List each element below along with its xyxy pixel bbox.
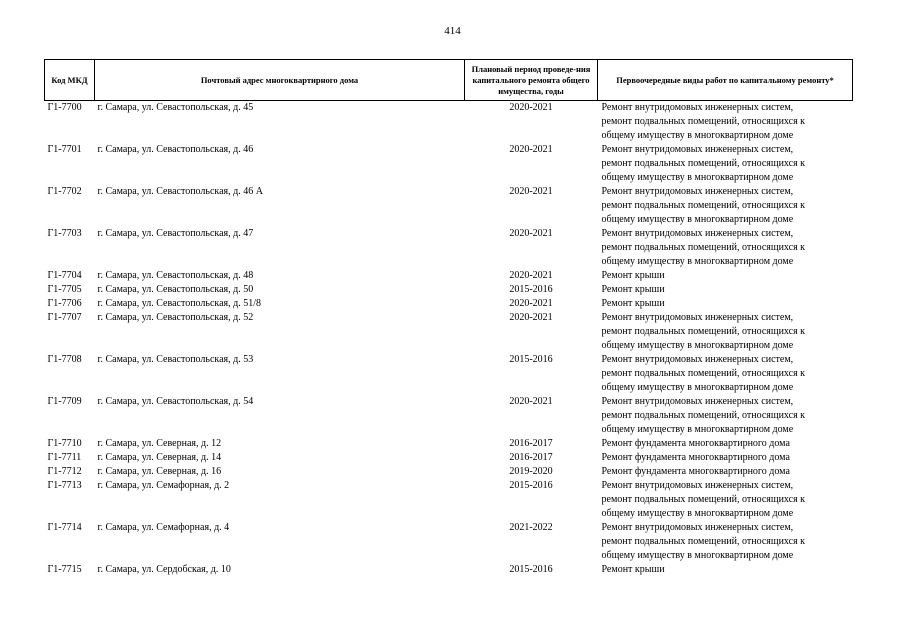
row-period: 2020-2021 [509,298,553,309]
work-line: Ремонт внутридомовых инженерных систем, [601,312,794,323]
row-code: Г1-7710 [47,438,82,449]
work-line: общему имуществу в многоквартирном доме [601,256,794,267]
table-row [45,437,853,451]
row-address: г. Самара, ул. Севастопольская, д. 50 [97,284,254,295]
work-line: Ремонт крыши [601,270,665,281]
work-line: Ремонт внутридомовых инженерных систем, [601,354,794,365]
work-line: Ремонт фундамента многоквартирного дома [601,438,790,449]
work-line: Ремонт внутридомовых инженерных систем, [601,396,794,407]
row-period: 2015-2016 [509,564,553,575]
row-code: Г1-7713 [47,480,82,491]
row-address: г. Самара, ул. Севастопольская, д. 46 [97,144,254,155]
row-code: Г1-7714 [47,522,82,533]
row-period: 2016-2017 [509,438,553,449]
work-line: общему имуществу в многоквартирном доме [601,130,794,141]
row-address: г. Самара, ул. Северная, д. 14 [97,452,222,463]
row-code: Г1-7703 [47,228,82,239]
row-code: Г1-7707 [47,312,82,323]
row-code: Г1-7702 [47,186,82,197]
work-line: Ремонт внутридомовых инженерных систем, [601,522,794,533]
row-address: г. Самара, ул. Севастопольская, д. 45 [97,102,254,113]
work-line: Ремонт внутридомовых инженерных систем, [601,102,794,113]
row-period: 2016-2017 [509,452,553,463]
work-line: общему имуществу в многоквартирном доме [601,172,794,183]
table-row [45,311,853,353]
work-line: Ремонт внутридомовых инженерных систем, [601,480,794,491]
table-row [45,479,853,521]
row-code: Г1-7711 [47,452,82,463]
work-line: Ремонт внутридомовых инженерных систем, [601,186,794,197]
row-period: 2020-2021 [509,396,553,407]
row-works [598,269,853,283]
row-code: Г1-7708 [47,354,82,365]
work-line: общему имуществу в многоквартирном доме [601,550,794,561]
table-row [45,297,853,311]
table-row [45,185,853,227]
table-row [45,451,853,465]
work-line: общему имуществу в многоквартирном доме [601,508,794,519]
work-line: ремонт подвальных помещений, относящихся к [601,326,806,337]
table-row [45,521,853,563]
table-row [45,283,853,297]
header-period: Плановый период проведе-ния капитального ремонта общего имущества, годы [465,60,598,101]
row-period: 2015-2016 [509,480,553,491]
row-works [598,143,853,185]
row-works [598,521,853,563]
row-works [598,185,853,227]
table-row [45,143,853,185]
table-body [45,101,853,578]
work-line: ремонт подвальных помещений, относящихся к [601,116,806,127]
work-line: ремонт подвальных помещений, относящихся к [601,242,806,253]
work-line: ремонт подвальных помещений, относящихся к [601,536,806,547]
row-address: г. Самара, ул. Северная, д. 16 [97,466,222,477]
row-code: Г1-7712 [47,466,82,477]
row-code: Г1-7715 [47,564,82,575]
table-row [45,465,853,479]
row-works [598,479,853,521]
row-works [598,283,853,297]
table-row [45,395,853,437]
row-works [598,465,853,479]
work-line: ремонт подвальных помещений, относящихся к [601,200,806,211]
row-address: г. Самара, ул. Севастопольская, д. 54 [97,396,254,407]
row-period: 2020-2021 [509,102,553,113]
row-period: 2020-2021 [509,186,553,197]
row-period: 2020-2021 [509,228,553,239]
header-code: Код МКД [45,60,95,101]
table-header-row [45,60,853,101]
work-line: Ремонт внутридомовых инженерных систем, [601,228,794,239]
table-row [45,101,853,144]
row-code: Г1-7700 [47,102,82,113]
row-works [598,353,853,395]
row-period: 2020-2021 [509,312,553,323]
repair-schedule-table [44,59,853,577]
work-line: Ремонт фундамента многоквартирного дома [601,466,790,477]
work-line: Ремонт внутридомовых инженерных систем, [601,144,794,155]
row-address: г. Самара, ул. Семафорная, д. 2 [97,480,230,491]
row-period: 2020-2021 [509,270,553,281]
row-works [598,437,853,451]
row-works [598,227,853,269]
row-address: г. Самара, ул. Севастопольская, д. 46 А [97,186,263,197]
header-address: Почтовый адрес многоквартирного дома [95,60,465,101]
row-period: 2015-2016 [509,284,553,295]
table-row [45,353,853,395]
row-works [598,451,853,465]
table-row [45,563,853,577]
work-line: ремонт подвальных помещений, относящихся к [601,158,806,169]
row-address: г. Самара, ул. Севастопольская, д. 48 [97,270,254,281]
row-works [598,311,853,353]
header-works: Первоочередные виды работ по капитальному ремонту* [598,60,853,101]
row-address: г. Самара, ул. Севастопольская, д. 52 [97,312,254,323]
table-row [45,269,853,283]
row-code: Г1-7705 [47,284,82,295]
row-period: 2021-2022 [509,522,553,533]
row-works [598,297,853,311]
row-address: г. Самара, ул. Севастопольская, д. 53 [97,354,254,365]
table-row [45,227,853,269]
work-line: общему имуществу в многоквартирном доме [601,424,794,435]
page-number: 414 [444,25,461,37]
row-works [598,395,853,437]
row-address: г. Самара, ул. Севастопольская, д. 47 [97,228,254,239]
row-period: 2015-2016 [509,354,553,365]
work-line: общему имуществу в многоквартирном доме [601,214,794,225]
row-address: г. Самара, ул. Северная, д. 12 [97,438,222,449]
row-works [598,101,853,144]
work-line: Ремонт крыши [601,298,665,309]
row-code: Г1-7701 [47,144,82,155]
row-address: г. Самара, ул. Севастопольская, д. 51/8 [97,298,262,309]
work-line: ремонт подвальных помещений, относящихся к [601,494,806,505]
work-line: ремонт подвальных помещений, относящихся к [601,410,806,421]
work-line: Ремонт фундамента многоквартирного дома [601,452,790,463]
work-line: Ремонт крыши [601,284,665,295]
row-address: г. Самара, ул. Сердобская, д. 10 [97,564,231,575]
row-code: Г1-7706 [47,298,82,309]
row-code: Г1-7704 [47,270,82,281]
work-line: Ремонт крыши [601,564,665,575]
row-code: Г1-7709 [47,396,82,407]
work-line: общему имуществу в многоквартирном доме [601,340,794,351]
row-period: 2020-2021 [509,144,553,155]
work-line: общему имуществу в многоквартирном доме [601,382,794,393]
work-line: ремонт подвальных помещений, относящихся к [601,368,806,379]
row-works [598,563,853,577]
row-address: г. Самара, ул. Семафорная, д. 4 [97,522,230,533]
row-period: 2019-2020 [509,466,553,477]
